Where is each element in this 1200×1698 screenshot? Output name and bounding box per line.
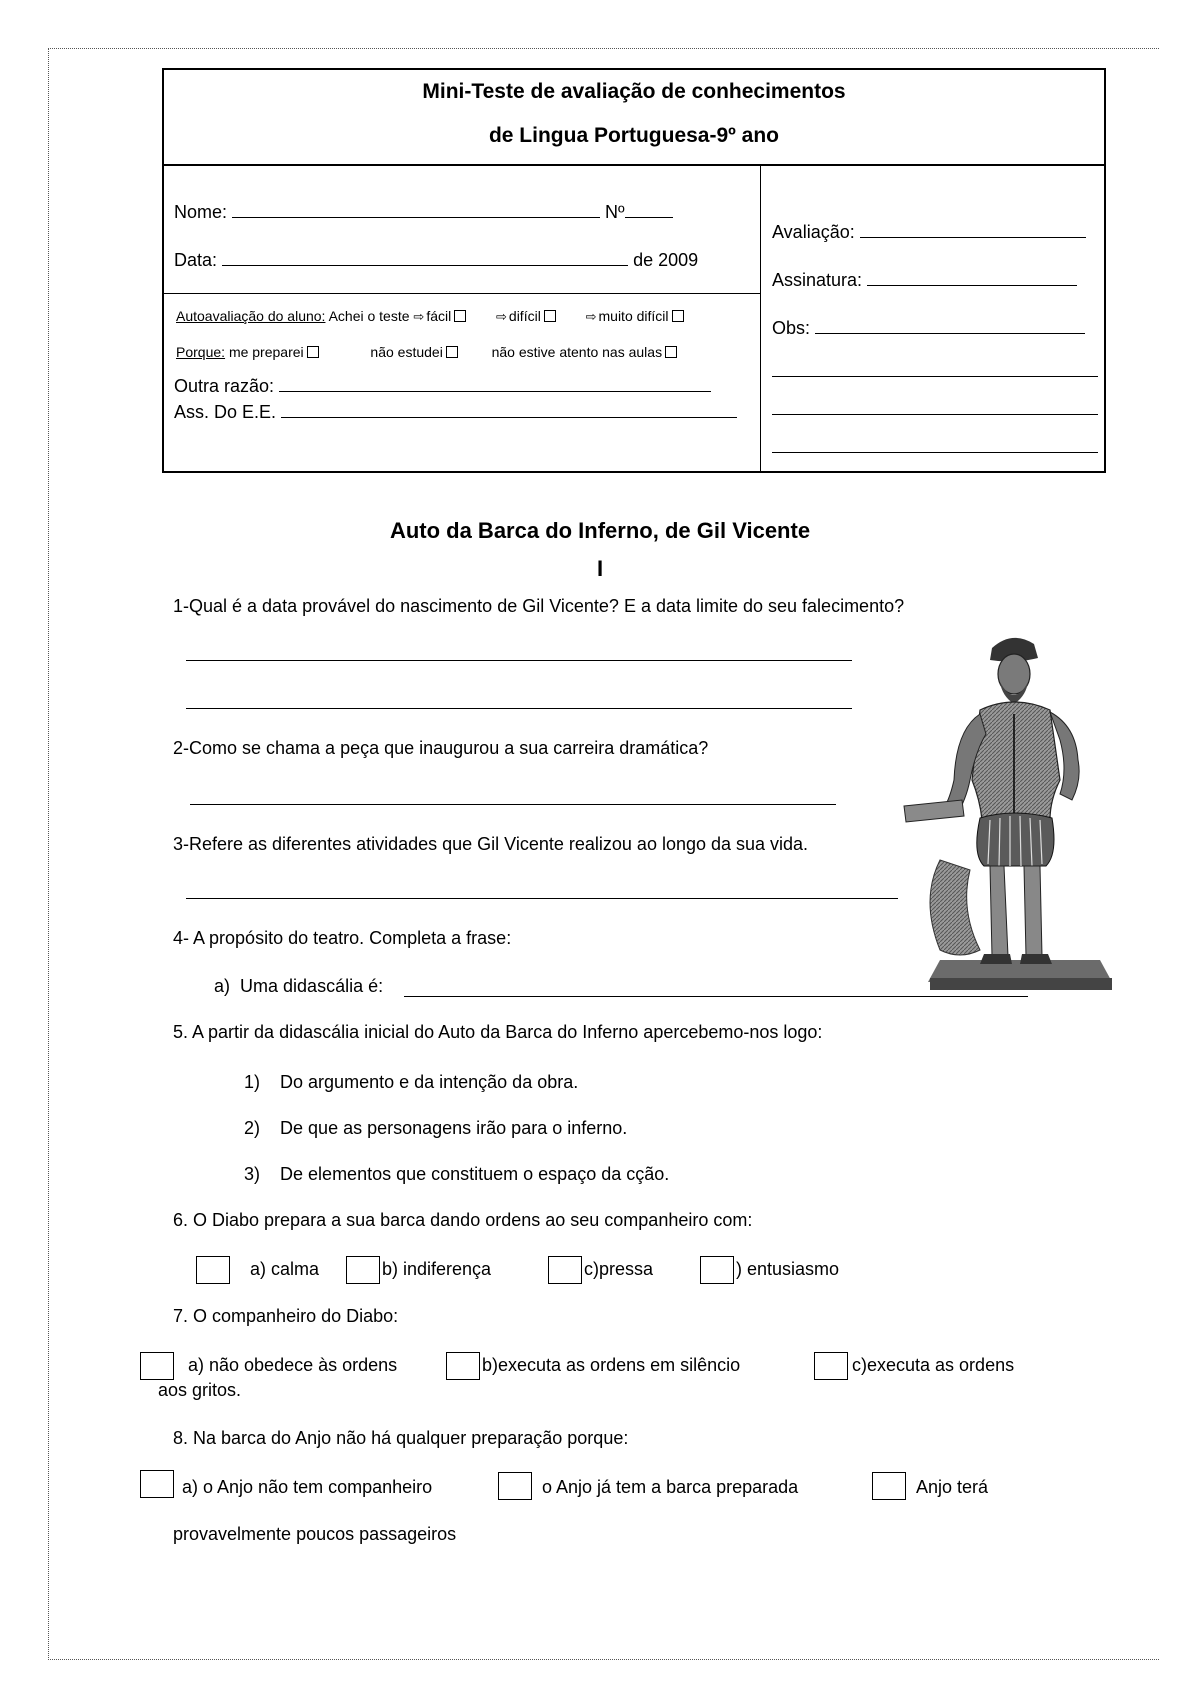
question-1: 1-Qual é a data provável do nascimento de Gil Vicente? E a data limite do seu falecimento? bbox=[173, 596, 905, 616]
q8-checkbox-a[interactable] bbox=[140, 1470, 174, 1498]
answer-line[interactable] bbox=[190, 804, 836, 805]
section-title: Auto da Barca do Inferno, de Gil Vicente bbox=[389, 518, 811, 543]
ass-ee-label: Ass. Do E.E. bbox=[174, 402, 277, 422]
question-5: 5. A partir da didascália inicial do Auto da Barca do Inferno apercebemo-nos logo: bbox=[173, 1022, 823, 1042]
q8-option: Anjo terá bbox=[916, 1477, 989, 1497]
q5-item-text: De elementos que constituem o espaço da cção. bbox=[280, 1164, 670, 1184]
numero-label: Nº bbox=[605, 202, 625, 222]
obs-row bbox=[772, 318, 1085, 339]
porque-row bbox=[176, 344, 677, 360]
q6-checkbox-c[interactable] bbox=[548, 1256, 582, 1284]
q4a-marker: a) bbox=[214, 976, 231, 996]
outra-razao-field[interactable] bbox=[279, 391, 711, 392]
q8-checkbox-c[interactable] bbox=[872, 1472, 906, 1500]
question-2: 2-Como se chama a peça que inaugurou a sua carreira dramática? bbox=[173, 738, 709, 758]
assinatura-label: Assinatura: bbox=[772, 270, 863, 290]
q7-option: b)executa as ordens em silêncio bbox=[482, 1355, 741, 1375]
opt-preparei-label: me preparei bbox=[228, 344, 304, 360]
q5-item bbox=[244, 1164, 669, 1185]
q7-checkbox-a[interactable] bbox=[140, 1352, 174, 1380]
horizontal-divider bbox=[164, 293, 760, 294]
q5-item-marker: 1) bbox=[244, 1072, 261, 1092]
test-title: Mini-Teste de avaliação de conhecimentos bbox=[422, 80, 846, 103]
q6-option: b) indiferença bbox=[382, 1259, 492, 1279]
q6-option: c)pressa bbox=[584, 1259, 654, 1279]
porque-label: Porque: bbox=[176, 344, 226, 360]
header-box bbox=[162, 68, 1106, 473]
question-7: 7. O companheiro do Diabo: bbox=[173, 1306, 399, 1326]
answer-line[interactable] bbox=[186, 660, 852, 661]
autoavaliacao-row bbox=[176, 308, 684, 325]
opt-nao-estudei-label: não estudei bbox=[370, 344, 443, 360]
question-4: 4- A propósito do teatro. Completa a frase: bbox=[173, 928, 512, 948]
muito-dificil-checkbox[interactable] bbox=[672, 310, 684, 322]
dificil-checkbox[interactable] bbox=[544, 310, 556, 322]
section-number: I bbox=[596, 556, 604, 581]
question-3: 3-Refere as diferentes atividades que Gil Vicente realizou ao longo da sua vida. bbox=[173, 834, 809, 854]
autoavaliacao-label: Autoavaliação do aluno: bbox=[176, 308, 326, 324]
opt-muito-dificil-label: muito difícil bbox=[598, 308, 669, 324]
obs-line[interactable] bbox=[772, 414, 1098, 415]
q6-option: ) entusiasmo bbox=[736, 1259, 840, 1279]
nome-field[interactable] bbox=[232, 217, 600, 218]
assinatura-row bbox=[772, 270, 1077, 291]
assinatura-field[interactable] bbox=[867, 285, 1077, 286]
data-label: Data: bbox=[174, 250, 218, 270]
ass-ee-row bbox=[174, 402, 737, 423]
q5-item-marker: 2) bbox=[244, 1118, 261, 1138]
data-row bbox=[174, 250, 698, 271]
data-field[interactable] bbox=[222, 265, 628, 266]
q7-checkbox-b[interactable] bbox=[446, 1352, 480, 1380]
q7-checkbox-c[interactable] bbox=[814, 1352, 848, 1380]
q5-item bbox=[244, 1118, 627, 1139]
opt-facil-label: fácil bbox=[426, 308, 452, 324]
q7-option: a) não obedece às ordens bbox=[188, 1355, 398, 1375]
achei-label: Achei o teste bbox=[328, 308, 410, 324]
nao-atento-checkbox[interactable] bbox=[665, 346, 677, 358]
arrow-icon: ⇨ bbox=[496, 309, 507, 324]
q5-item-text: Do argumento e da intenção da obra. bbox=[280, 1072, 579, 1092]
facil-checkbox[interactable] bbox=[454, 310, 466, 322]
q8-checkbox-b[interactable] bbox=[498, 1472, 532, 1500]
q6-option: a) calma bbox=[250, 1259, 320, 1279]
obs-line[interactable] bbox=[772, 452, 1098, 453]
nome-row bbox=[174, 202, 673, 223]
answer-line[interactable] bbox=[186, 708, 852, 709]
q7-continuation: aos gritos. bbox=[158, 1380, 242, 1400]
q6-checkbox-a[interactable] bbox=[196, 1256, 230, 1284]
obs-line[interactable] bbox=[772, 376, 1098, 377]
outra-razao-label: Outra razão: bbox=[174, 376, 275, 396]
outra-razao-row bbox=[174, 376, 711, 397]
data-suffix: de 2009 bbox=[633, 250, 699, 270]
test-subtitle: de Lingua Portuguesa-9º ano bbox=[488, 124, 780, 147]
numero-field[interactable] bbox=[625, 217, 673, 218]
q8-continuation: provavelmente poucos passageiros bbox=[173, 1524, 457, 1544]
ass-ee-field[interactable] bbox=[281, 417, 737, 418]
question-4a bbox=[214, 976, 383, 997]
avaliacao-row bbox=[772, 222, 1086, 243]
title-area bbox=[164, 70, 1104, 166]
avaliacao-field[interactable] bbox=[860, 237, 1086, 238]
question-8: 8. Na barca do Anjo não há qualquer preparação porque: bbox=[173, 1428, 629, 1448]
opt-nao-atento-label: não estive atento nas aulas bbox=[491, 344, 663, 360]
q8-option: a) o Anjo não tem companheiro bbox=[182, 1477, 433, 1497]
gil-vicente-statue-icon bbox=[900, 630, 1140, 1000]
answer-line[interactable] bbox=[186, 898, 898, 899]
obs-label: Obs: bbox=[772, 318, 811, 338]
q5-item bbox=[244, 1072, 578, 1093]
q4a-text: Uma didascália é: bbox=[240, 976, 384, 996]
arrow-icon: ⇨ bbox=[585, 309, 597, 324]
q6-checkbox-b[interactable] bbox=[346, 1256, 380, 1284]
opt-dificil-label: difícil bbox=[508, 308, 541, 324]
nome-label: Nome: bbox=[174, 202, 228, 222]
obs-field[interactable] bbox=[815, 333, 1085, 334]
arrow-icon: ⇨ bbox=[413, 309, 425, 324]
q5-item-marker: 3) bbox=[244, 1164, 261, 1184]
q7-option: c)executa as ordens bbox=[852, 1355, 1015, 1375]
q5-item-text: De que as personagens irão para o inferno. bbox=[280, 1118, 628, 1138]
q6-checkbox-d[interactable] bbox=[700, 1256, 734, 1284]
preparei-checkbox[interactable] bbox=[307, 346, 319, 358]
nao-estudei-checkbox[interactable] bbox=[446, 346, 458, 358]
vertical-divider bbox=[760, 164, 761, 473]
q8-option: o Anjo já tem a barca preparada bbox=[542, 1477, 799, 1497]
question-6: 6. O Diabo prepara a sua barca dando ordens ao seu companheiro com: bbox=[173, 1210, 753, 1230]
avaliacao-label: Avaliação: bbox=[772, 222, 855, 242]
